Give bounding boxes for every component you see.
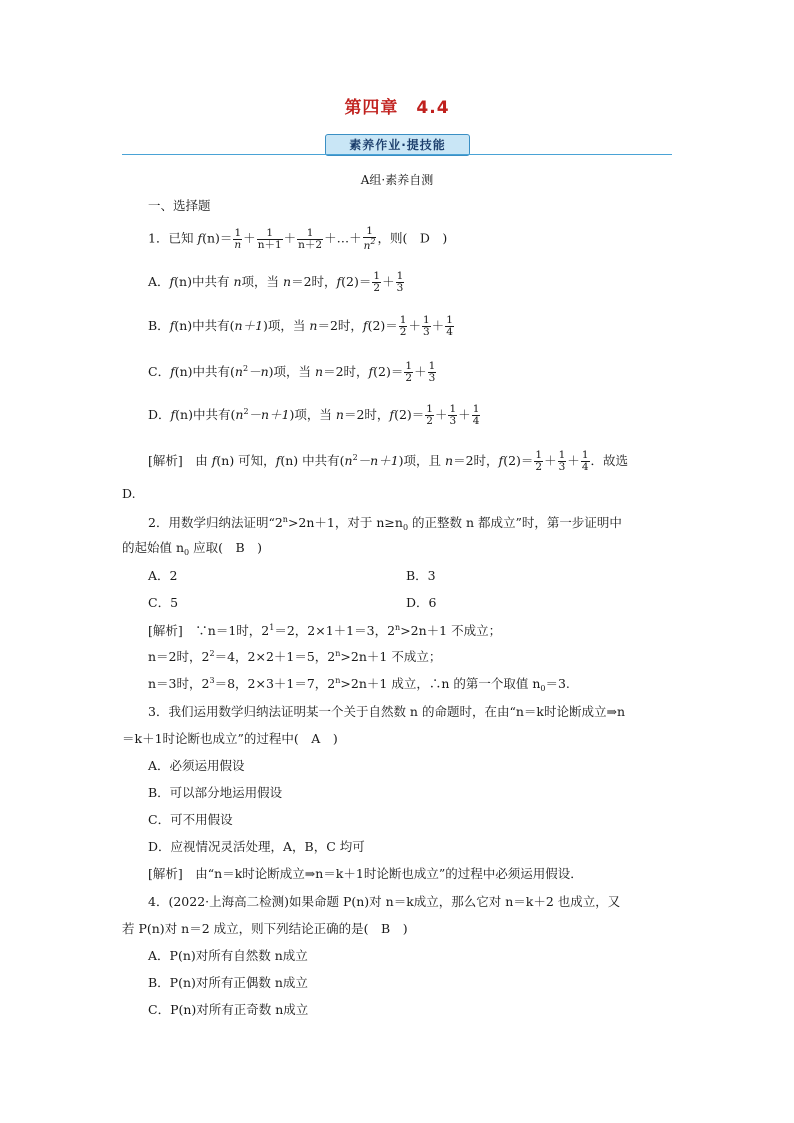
text: ＝2，2×1＋1＝3，2 (274, 623, 396, 638)
text: 中共有( (298, 453, 345, 469)
text: >2n＋1 不成立； (340, 649, 442, 664)
exponent: 2 (209, 649, 215, 658)
q2-stem-line2 (122, 542, 262, 557)
fraction (233, 228, 242, 251)
q1-analysis (148, 450, 628, 473)
expr: n (235, 407, 244, 423)
text: ．故选 (590, 453, 629, 469)
text: )项，且 (398, 453, 446, 469)
section-banner: 素养作业·提技能 (325, 134, 470, 156)
text: )项，当 (289, 407, 336, 423)
fn-arg: (n) (280, 453, 299, 469)
q1-fn: f (197, 230, 203, 246)
numerator: 1 (446, 314, 453, 326)
text: 可知， (234, 453, 276, 469)
expr: －n (248, 364, 269, 380)
text: )项，当 (263, 318, 310, 334)
fraction (448, 404, 457, 427)
q4-option-b: B．P(n)对所有正偶数 n成立 (148, 975, 308, 990)
fraction (404, 361, 413, 384)
text: 的正整数 n 都成立”时，第一步证明中 (408, 515, 622, 530)
numerator: 1 (426, 403, 433, 415)
q1-eq: ＝ (219, 230, 233, 246)
text: 中共有( (192, 364, 235, 380)
fn-arg: (n) (216, 453, 235, 469)
plus: ＋ (434, 407, 448, 423)
fn: f (275, 453, 281, 469)
fn: f (498, 453, 504, 469)
denominator: 2 (373, 282, 381, 295)
q2-analysis-line3 (148, 677, 570, 693)
fn: f (336, 274, 342, 290)
denominator: 2 (405, 372, 413, 385)
text: 中共有( (192, 318, 235, 334)
q1-stem (148, 226, 447, 252)
fraction (422, 315, 431, 338)
text: 应取( B ) (189, 540, 263, 555)
plus: ＋ (431, 318, 445, 334)
text: >2n＋1，对于 n≥n (287, 515, 403, 530)
exponent: 2 (243, 407, 249, 417)
denominator: n＋2 (298, 238, 323, 251)
text: n＝2时，2 (148, 649, 210, 664)
numerator: 1 (363, 226, 377, 238)
numerator: 1 (428, 360, 436, 372)
text: >2n＋1 成立，∴n 的第一个取值 n (340, 676, 541, 691)
header-divider (122, 154, 672, 155)
denominator (363, 238, 377, 252)
text: 中共有( (192, 407, 236, 423)
fraction (445, 315, 454, 338)
denominator: 3 (558, 461, 566, 474)
option-letter: D． (148, 407, 171, 423)
q2-option-d: D．6 (406, 595, 437, 610)
numerator: 1 (257, 228, 283, 240)
fn: f (169, 274, 175, 290)
text: 由“n＝k时论断成立⇒n＝k＋1时论断也成立”的过程中必须运用假设． (182, 866, 583, 881)
q1-answer: ，则( D ) (377, 230, 448, 246)
expr: n (234, 364, 243, 380)
denominator: 2 (535, 461, 543, 474)
exponent: 3 (209, 676, 215, 685)
numerator: 1 (373, 270, 381, 282)
numerator: 1 (535, 449, 543, 461)
base: n (363, 240, 371, 253)
q3-analysis (148, 868, 583, 881)
q1-option-d (148, 404, 481, 427)
text: )项，当 (268, 364, 315, 380)
q1-option-a (148, 271, 405, 294)
plus: ＋ (544, 453, 557, 469)
q1-stem-text: 1．已知 (148, 230, 198, 246)
plus: ＋ (243, 230, 256, 246)
fn-arg: (n) (174, 364, 193, 380)
denominator: n (234, 238, 242, 251)
text: 2．用数学归纳法证明“2 (148, 515, 283, 530)
numerator: 1 (399, 314, 407, 326)
fraction (399, 315, 408, 338)
q3-option-a: A．必须运用假设 (148, 758, 245, 773)
fn: f (362, 318, 368, 334)
text: n＝3时，2 (148, 676, 210, 691)
exponent: 2 (352, 453, 358, 463)
numerator: 1 (558, 449, 566, 461)
q3-stem-line1: 3．我们运用数学归纳法证明某一个关于自然数 n 的命题时，在由“n＝k时论断成立⇒n (148, 704, 625, 719)
section-heading: 一、选择题 (148, 198, 211, 213)
var: n (283, 274, 292, 290)
q2-stem-line1 (148, 516, 622, 532)
fn-arg: (n) (174, 274, 192, 290)
q3-stem-line2: ＝k＋1时论断也成立”的过程中( A ) (122, 731, 338, 746)
q2-option-b: B．3 (406, 568, 436, 583)
analysis-tag: [解析] (148, 623, 183, 638)
fn: f (211, 453, 217, 469)
expr: －n＋1 (248, 407, 290, 423)
fn: f (170, 407, 176, 423)
fraction (425, 404, 434, 427)
denominator: n＋1 (257, 238, 282, 251)
plus: ＋ (382, 274, 395, 290)
numerator: 1 (472, 403, 480, 415)
expr: －n＋1 (357, 453, 399, 469)
denominator: 2 (426, 415, 433, 428)
denominator: 3 (422, 326, 430, 339)
denominator: 3 (396, 282, 404, 295)
denominator: 4 (581, 461, 589, 474)
text: 的起始值 n (122, 540, 185, 555)
text: 项，当 (241, 274, 284, 290)
fn: f (368, 364, 374, 380)
fraction (257, 228, 283, 251)
text: (2)＝ (373, 364, 404, 380)
numerator: 1 (422, 314, 430, 326)
exponent: 2 (370, 237, 376, 247)
fraction (581, 450, 590, 473)
denominator: 3 (449, 415, 457, 428)
plus: ＋ (414, 364, 427, 380)
fraction (472, 404, 481, 427)
subscript: 0 (184, 548, 190, 557)
var: n (315, 364, 324, 380)
denominator: 3 (428, 372, 436, 385)
plus: ＋ (408, 318, 421, 334)
text: 中共有 (191, 274, 234, 290)
q4-stem-line1: 4．(2022·上海高二检测)如果命题 P(n)对 n＝k成立，那么它对 n＝k＋2 也成立，又 (148, 894, 621, 909)
q4-option-a: A．P(n)对所有自然数 n成立 (148, 948, 308, 963)
fn: f (170, 364, 175, 380)
fn: f (389, 407, 395, 423)
text: >2n＋1 不成立； (400, 623, 502, 638)
expr: n (344, 453, 353, 469)
fraction (558, 450, 567, 473)
q3-option-d: D．应视情况灵活处理，A，B，C 均可 (148, 839, 365, 854)
denominator: 4 (446, 326, 453, 339)
text: (2)＝ (341, 274, 372, 290)
fraction (396, 271, 405, 294)
numerator: 1 (396, 270, 404, 282)
fraction (297, 228, 323, 251)
page-title: 第四章 4.4 (344, 98, 450, 118)
q1-option-c (148, 361, 437, 384)
q1-fn-arg: (n) (202, 230, 220, 246)
text: ＝2时， (323, 364, 369, 380)
plus: ＋ (283, 230, 297, 246)
text: ∵n＝1时，2 (182, 623, 270, 638)
ellipsis: ＋…＋ (324, 230, 362, 246)
text: (2)＝ (367, 318, 398, 334)
q2-option-a: A．2 (148, 568, 178, 583)
numerator: 1 (581, 449, 589, 461)
analysis-tag: [解析] (148, 866, 183, 881)
text: 由 (182, 453, 212, 469)
fn-arg: (n) (174, 318, 193, 334)
text: ＝2时， (343, 407, 390, 423)
plus: ＋ (458, 407, 471, 423)
subscript: 0 (540, 684, 546, 693)
var: n (309, 318, 318, 334)
q3-option-b: B．可以部分地运用假设 (148, 785, 283, 800)
denominator: 4 (472, 415, 480, 428)
var: n (335, 407, 344, 423)
text: (2)＝ (394, 407, 425, 423)
exponent: n (335, 649, 341, 658)
analysis-tag: [解析] (148, 453, 183, 469)
text: ＝3. (545, 676, 570, 691)
text: ＝2时， (453, 453, 499, 469)
q3-option-c: C．可不用假设 (148, 812, 233, 827)
q2-analysis-line1 (148, 624, 501, 638)
numerator: 1 (449, 403, 457, 415)
text: ＝8，2×3＋1＝7，2 (214, 676, 336, 691)
plus: ＋ (567, 453, 580, 469)
var: n (233, 274, 242, 290)
exponent: n (282, 515, 288, 524)
fraction (534, 450, 543, 473)
denominator: 2 (399, 326, 407, 339)
exponent: n (395, 623, 401, 632)
text: ＝4，2×2＋1＝5，2 (214, 649, 336, 664)
option-letter: C． (148, 364, 171, 380)
numerator: 1 (405, 360, 413, 372)
subscript: 0 (402, 523, 409, 532)
q2-option-c: C．5 (148, 595, 179, 610)
q4-option-c: C．P(n)对所有正奇数 n成立 (148, 1002, 309, 1017)
fraction (363, 226, 377, 252)
text: (2)＝ (503, 453, 534, 469)
q1-option-b (148, 315, 455, 338)
group-heading: A组·素养自测 (360, 173, 434, 187)
fraction (372, 271, 381, 294)
fn-arg: (n) (175, 407, 193, 423)
exponent: 1 (269, 623, 275, 632)
option-letter: A． (148, 274, 170, 290)
q1-analysis-end: D. (122, 486, 136, 501)
var: n (445, 453, 454, 469)
text: ＝2时， (291, 274, 337, 290)
q2-analysis-line2 (148, 650, 441, 664)
text: ＝2时， (317, 318, 363, 334)
fraction (428, 361, 437, 384)
fn: f (169, 318, 175, 334)
expr: n＋1 (234, 318, 264, 334)
exponent: 2 (242, 364, 249, 374)
numerator: 1 (234, 226, 242, 239)
exponent: n (335, 676, 341, 685)
q4-stem-line2: 若 P(n)对 n＝2 成立，则下列结论正确的是( B ) (122, 921, 408, 936)
numerator: 1 (297, 228, 323, 240)
option-letter: B． (148, 318, 170, 334)
